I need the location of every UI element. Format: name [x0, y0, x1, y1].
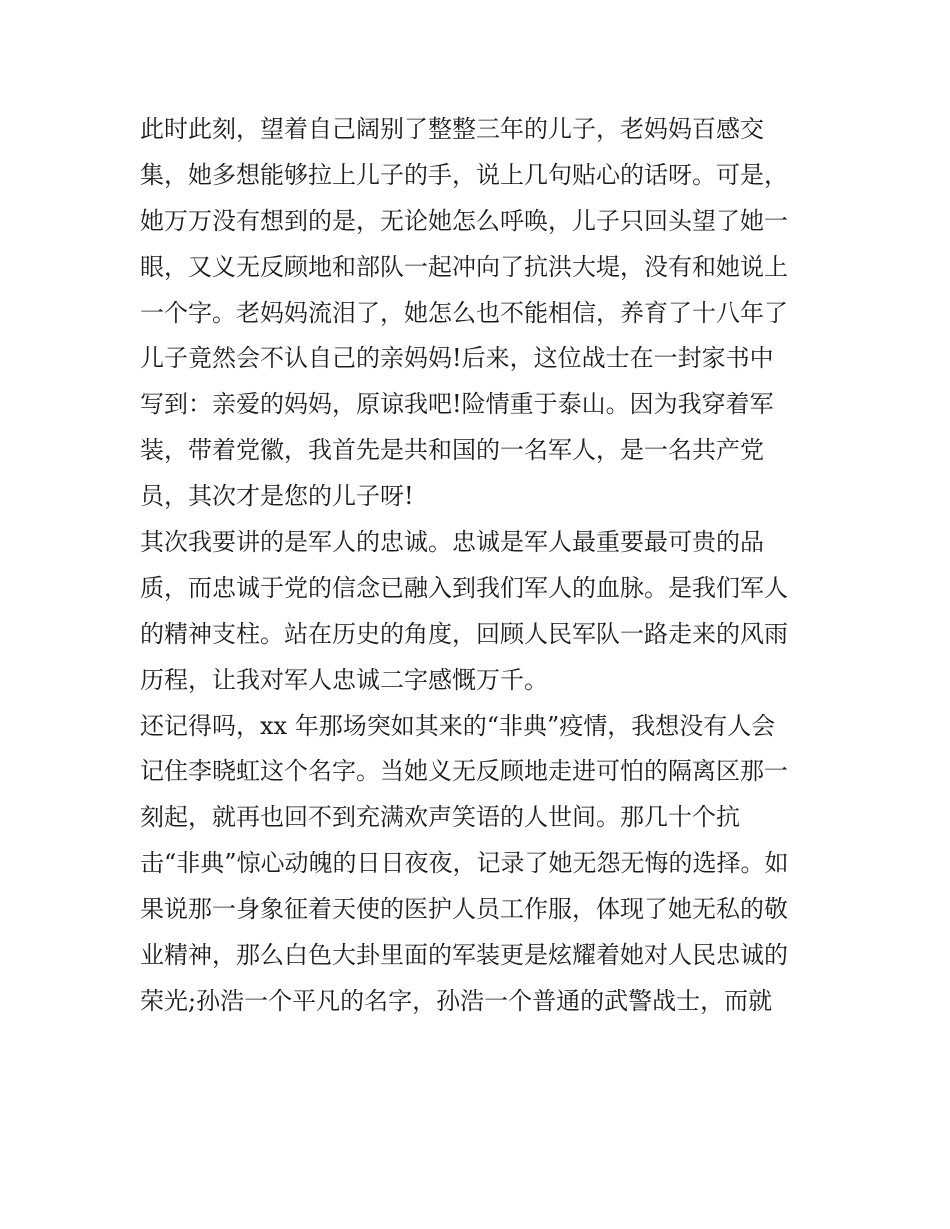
text-line: 此时此刻，望着自己阔别了整整三年的儿子，老妈妈百感交 [140, 115, 764, 143]
text-line: 写到：亲爱的妈妈，原谅我吧!险情重于泰山。因为我穿着军 [140, 390, 774, 419]
text-line: 员，其次才是您的儿子呀! [140, 482, 414, 511]
text-line: 记住李晓虹这个名字。当她义无反顾地走进可怕的隔离区那一 [140, 757, 788, 786]
text-line: 业精神，那么白色大卦里面的军装更是炫耀着她对人民忠诚的 [140, 941, 788, 970]
text-line: 眼，又义无反顾地和部队一起冲向了抗洪大堤，没有和她说上 [140, 252, 788, 281]
text-line: 历程，让我对军人忠诚二字感慨万千。 [140, 665, 548, 694]
text-line: 其次我要讲的是军人的忠诚。忠诚是军人最重要最可贵的品 [140, 528, 764, 557]
text-line: 一个字。老妈妈流泪了，她怎么也不能相信，养育了十八年了 [140, 298, 788, 327]
document-body [140, 107, 820, 1025]
text-line: 击“非典”惊心动魄的日日夜夜，记录了她无怨无悔的选择。如 [140, 849, 789, 878]
text-line: 刻起，就再也回不到充满欢声笑语的人世间。那几十个抗 [140, 803, 740, 832]
text-line: 装，带着党徽，我首先是共和国的一名军人，是一名共产党 [140, 436, 764, 465]
text-line: 她万万没有想到的是，无论她怎么呼唤，儿子只回头望了她一 [140, 206, 788, 235]
text-line: 还记得吗，xx 年那场突如其来的“非典”疫情，我想没有人会 [140, 711, 776, 740]
text-line: 的精神支柱。站在历史的角度，回顾人民军队一路走来的风雨 [140, 619, 788, 648]
text-line: 集，她多想能够拉上儿子的手，说上几句贴心的话呀。可是， [140, 160, 788, 189]
text-line: 儿子竟然会不认自己的亲妈妈!后来，这位战士在一封家书中 [140, 344, 774, 373]
text-line: 质，而忠诚于党的信念已融入到我们军人的血脉。是我们军人 [140, 573, 788, 602]
text-line: 荣光;孙浩一个平凡的名字，孙浩一个普通的武警战士，而就 [140, 986, 773, 1015]
text-line: 果说那一身象征着天使的医护人员工作服，体现了她无私的敬 [140, 895, 788, 924]
